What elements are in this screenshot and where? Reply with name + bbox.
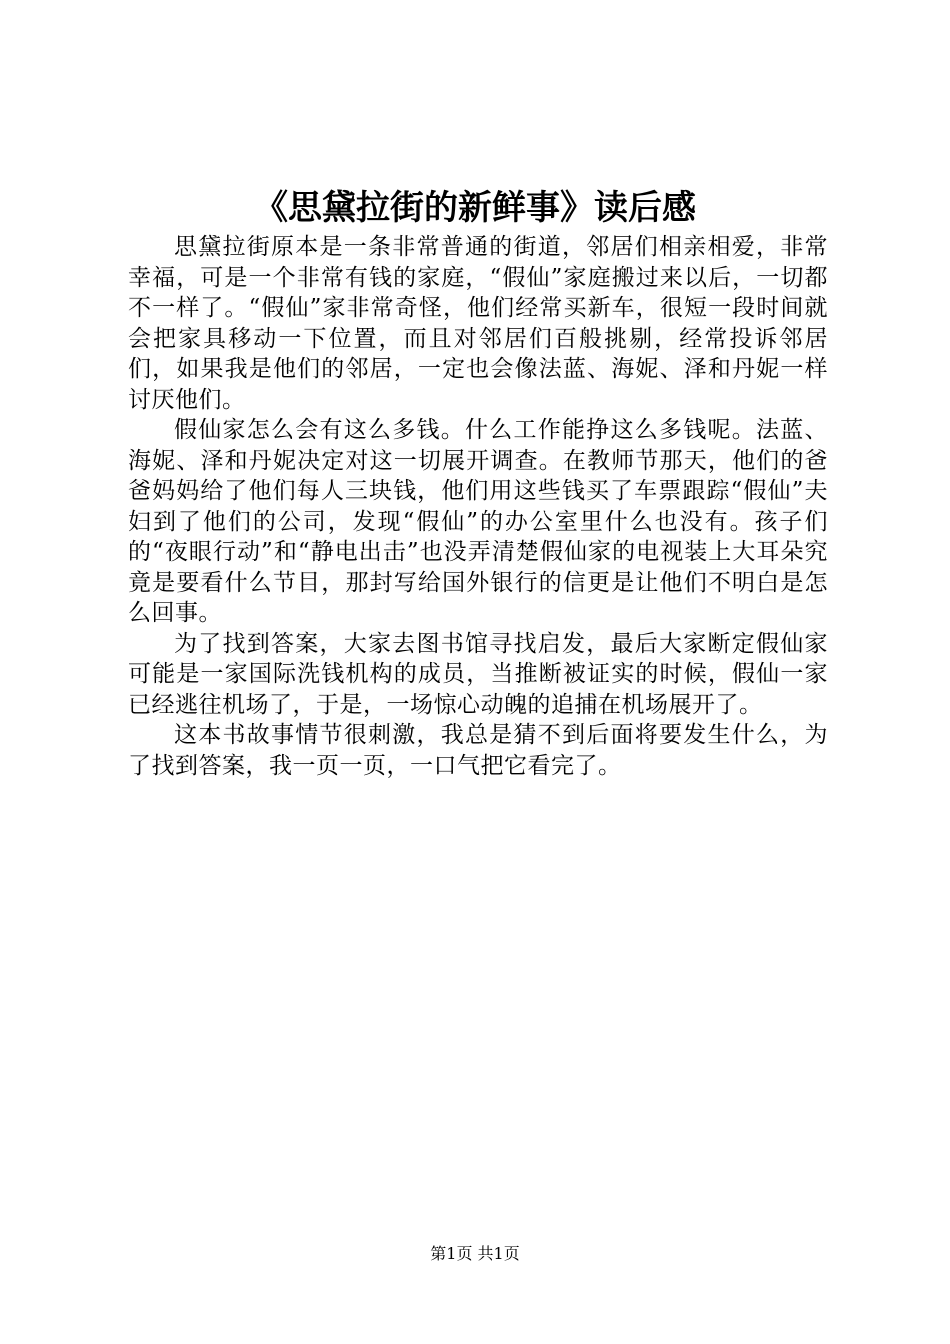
paragraph: 思黛拉街原本是一条非常普通的街道，邻居们相亲相爱，非常幸福，可是一个非常有钱的家庭，“假仙”家庭搬过来以后，一切都不一样了。“假仙”家非常奇怪，他们经常买新车，很短一段时间就会把家具移动一下位置，而且对邻居们百般挑剔，经常投诉邻居们，如果我是他们的邻居，一定也会像法蓝、海妮、泽和丹妮一样讨厌他们。	[128, 234, 828, 413]
page-number-footer: 第1页 共1页	[430, 1244, 520, 1263]
paragraph: 假仙家怎么会有这么多钱。什么工作能挣这么多钱呢。法蓝、海妮、泽和丹妮决定对这一切展开调查。在教师节那天，他们的爸爸妈妈给了他们每人三块钱，他们用这些钱买了车票跟踪“假仙”夫妇到了他们的公司，发现“假仙”的办公室里什么也没有。孩子们的“夜眼行动”和“静电出击”也没弄清楚假仙家的电视装上大耳朵究竟是要看什么节目，那封写给国外银行的信更是让他们不明白是怎么回事。	[128, 417, 828, 626]
paragraph: 为了找到答案，大家去图书馆寻找启发，最后大家断定假仙家可能是一家国际洗钱机构的成员，当推断被证实的时候，假仙一家已经逃往机场了，于是，一场惊心动魄的追捕在机场展开了。	[128, 630, 828, 718]
document-title: 《思黛拉街的新鲜事》读后感	[254, 188, 696, 228]
paragraph: 这本书故事情节很刺激，我总是猜不到后面将要发生什么，为了找到答案，我一页一页，一口气把它看完了。	[128, 722, 828, 779]
document-body	[128, 232, 828, 781]
